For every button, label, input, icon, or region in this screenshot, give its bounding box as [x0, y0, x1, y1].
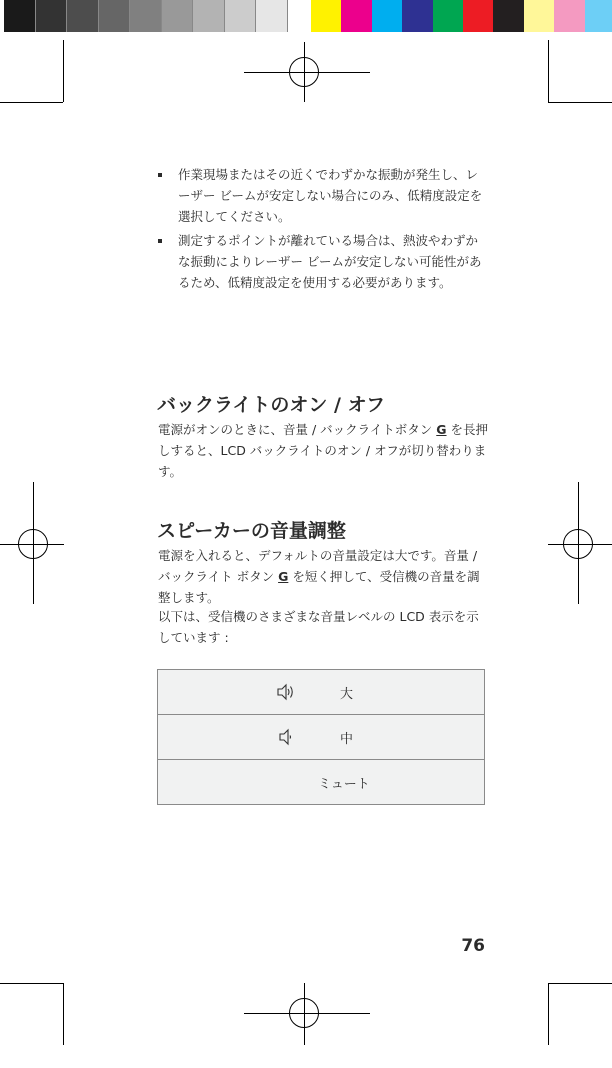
volume-label: 大 — [340, 687, 354, 702]
page-number: 76 — [461, 936, 485, 956]
backlight-heading: バックライトのオン / オフ — [157, 394, 386, 416]
speaker-paragraph-2: 以下は、受信機のさまざまな音量レベルの LCD 表示を示しています : — [158, 609, 479, 645]
color-swatch — [463, 0, 493, 32]
table-row — [158, 670, 485, 715]
table-row — [158, 715, 485, 760]
precision-notes-list — [158, 164, 488, 296]
color-swatch — [433, 0, 463, 32]
color-swatch — [130, 0, 162, 32]
color-swatch — [193, 0, 225, 32]
gray-calibration-strip — [4, 0, 319, 32]
table-row — [158, 760, 485, 805]
color-swatch — [67, 0, 99, 32]
backlight-paragraph: 電源がオンのときに、音量 / バックライトボタン G を長押しすると、LCD バックライトのオン / オフが切り替わります。 — [158, 422, 489, 479]
color-swatch — [256, 0, 288, 32]
volume-level-table — [157, 669, 485, 805]
list-item: 作業現場またはその近くでわずかな振動が発生し、レーザー ビームが安定しない場合にのみ、低精度設定を選択してください。 — [158, 164, 488, 227]
color-swatch — [585, 0, 612, 32]
color-swatch — [493, 0, 523, 32]
color-swatch — [372, 0, 402, 32]
speaker-paragraph-1: 電源を入れると、デフォルトの音量設定は大です。音量 / バックライト ボタン G を短く押して、受信機の音量を調整します。 — [158, 548, 480, 605]
list-item: 測定するポイントが離れている場合は、熱波やわずかな振動によりレーザー ビームが安定しない可能性があるため、低精度設定を使用する必要があります。 — [158, 230, 488, 293]
color-calibration-strip — [311, 0, 612, 32]
color-swatch — [4, 0, 36, 32]
registration-mark-left — [18, 529, 48, 559]
color-swatch — [554, 0, 584, 32]
color-swatch — [311, 0, 341, 32]
color-swatch — [99, 0, 131, 32]
bullet-icon — [158, 173, 162, 177]
key-g: G — [436, 422, 447, 437]
volume-label: ミュート — [318, 777, 370, 792]
speaker-volume-heading: スピーカーの音量調整 — [157, 520, 346, 542]
speaker-low-icon — [278, 727, 298, 747]
registration-mark-top — [289, 57, 319, 87]
volume-label: 中 — [340, 732, 354, 747]
color-swatch — [225, 0, 257, 32]
color-swatch — [524, 0, 554, 32]
color-swatch — [36, 0, 68, 32]
registration-mark-right — [563, 529, 593, 559]
color-swatch — [162, 0, 194, 32]
registration-mark-bottom — [289, 998, 319, 1028]
color-swatch — [341, 0, 371, 32]
speaker-loud-icon — [276, 682, 296, 702]
key-g: G — [278, 569, 289, 584]
bullet-icon — [158, 239, 162, 243]
color-swatch — [402, 0, 432, 32]
